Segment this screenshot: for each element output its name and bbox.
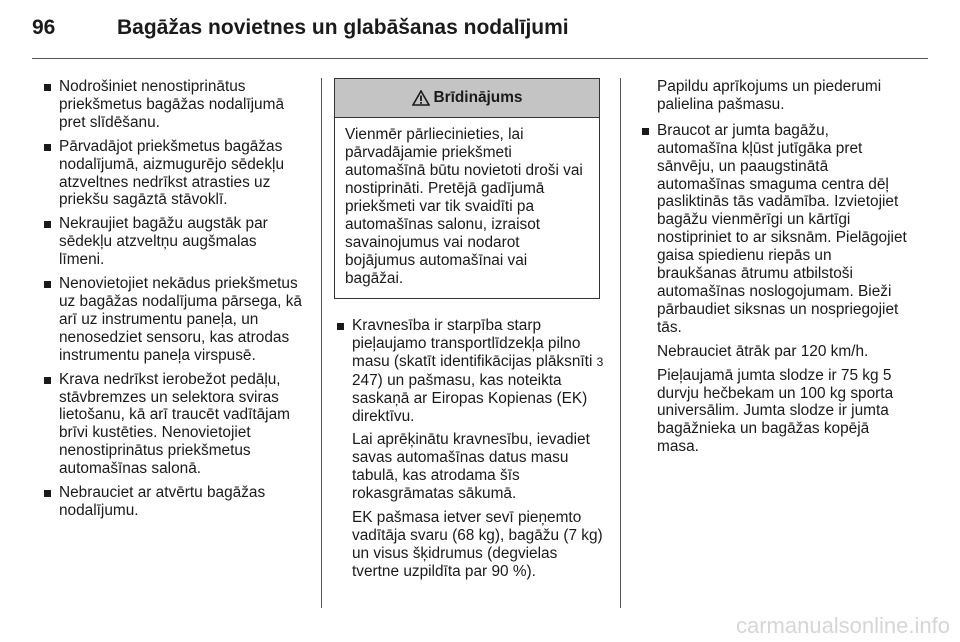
page-header [32, 14, 928, 48]
bullet-text-start: Kravnesība ir starpība starp pieļaujamo transportlīdzekļa pilno masu (skatīt identifikācijas plāksnīti [352, 317, 593, 370]
warning-text: Vienmēr pārliecinieties, lai pārvadājamie priekšmeti automašīnā būtu novietoti droši vai nostiprināti. Pretējā gadījumā priekšmeti var tik svaidīti pa automašīnas salonu, izraisot savainojumus vai nodarot bojājumus automašīnai vai bagāžai. [345, 126, 583, 287]
paragraph: Pieļaujamā jumta slodze ir 75 kg 5 durvju hečbekam un 100 kg sporta universālim. Jumta slodze ir jumta bagāžnieka un bagāžas kopējā masa. [657, 366, 894, 456]
bullet-text-end: 247) un pašmasu, kas noteikta saskaņā ar Eiropas Kopienas (EK) direktīvu. [352, 371, 588, 425]
column-divider-2 [620, 78, 621, 608]
page-reference-arrow-icon: 3 [596, 354, 604, 369]
column-3 [640, 78, 910, 462]
list-item: Nodrošiniet nenostiprinātus priekšmetus bagāžas nodalījumā pret slīdēšanu. [42, 78, 306, 132]
page-number: 96 [32, 16, 56, 39]
column-divider-1 [321, 78, 322, 608]
watermark: carmanualsonline.info [735, 613, 950, 638]
warning-header [335, 79, 599, 118]
list-item: Krava nedrīkst ierobežot pedāļu, stāvbremzes un selektora sviras lietošanu, kā arī traucēt vadītājam brīvi kustēties. Nenovietojiet nenostiprinātus priekšmetus automašīnas salonā. [42, 371, 306, 478]
page-title: Bagāžas novietnes un glabāšanas nodalījumi [117, 16, 569, 39]
paragraph: Papildu aprīkojums un piederumi palielina pašmasu. [657, 78, 882, 113]
warning-triangle-icon [412, 90, 430, 106]
paragraph: Lai aprēķinātu kravnesību, ievadiet savas automašīnas datus masu tabulā, kas atrodama šīs rokasgrāmatas sākumā. [352, 431, 590, 503]
column-1 [42, 78, 306, 526]
list-item: Pārvadājot priekšmetus bagāžas nodalījumā, aizmugurējo sēdekļu atzveltnes nedrīkst atrasties uz priekšu sagāztā stāvoklī. [42, 138, 306, 210]
list-item: Nenovietojiet nekādus priekšmetus uz bagāžas nodalījuma pārsega, kā arī uz instrumentu paneļa, un nenosedziet sensoru, kas atrodas instrumentu paneļa virspusē. [42, 275, 306, 365]
column-2 [335, 78, 605, 587]
list-item: Braucot ar jumta bagāžu, automašīna kļūst jutīgāka pret sānvēju, un paaugstinātā automašīnas smaguma centra dēļ pasliktinās tās vadāmība. Izvietojiet bagāžu vienmērīgi un kārtīgi nostipriniet to ar siksnām. Pielāgojiet gaisa spiedienu riepās un braukšanas ātrumu atbilstoši automašīnas noslogojumam. Bieži pārbaudiet siksnas un nospriegojiet tās. [640, 122, 910, 337]
paragraph: Nebrauciet ātrāk par 120 km/h. [657, 342, 869, 360]
list-item: Nekraujiet bagāžu augstāk par sēdekļu atzveltņu augšmalas līmeni. [42, 215, 306, 269]
warning-box [334, 78, 600, 299]
warning-title: Brīdinājums [433, 89, 523, 107]
list-item [335, 317, 605, 425]
list-item: Nebrauciet ar atvērtu bagāžas nodalījumu. [42, 484, 306, 520]
header-divider [32, 58, 928, 59]
paragraph: EK pašmasa ietver sevī pieņemto vadītāja svaru (68 kg), bagāžu (7 kg) un visus šķidrumus (degvielas tvertne uzpildīta par 90 %). [352, 509, 603, 580]
